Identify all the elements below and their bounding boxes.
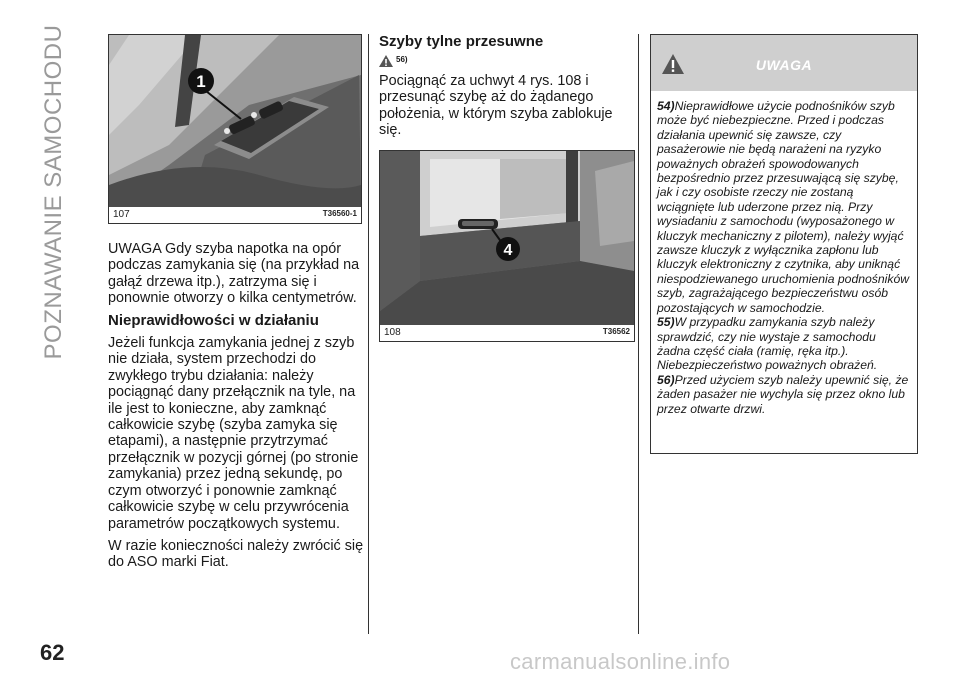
column-divider: [638, 34, 639, 634]
rear-windows-heading: Szyby tylne przesuwne: [379, 33, 544, 50]
warning-item: 55)W przypadku zamykania szyb należy sprawdzić, czy nie wystaje z samochodu żadna część ciała (ramię, ręka itp.). Niebezpieczeństwo poważnych obrażeń.: [657, 315, 878, 373]
intro-note: UWAGA Gdy szyba napotka na opór podczas zamykania się (na przykład na gałąź drzewa itp.), zatrzyma się i ponownie otworzy o kilka centymetrów.: [108, 241, 360, 307]
warning-box: [650, 34, 918, 454]
figure-code: T36562: [602, 327, 630, 336]
warning-header: [651, 35, 917, 91]
warning-item: 56)Przed użyciem szyb należy upewnić się, że żaden pasażer nie wychyla się przez okno lub przez otwarte drzwi.: [657, 372, 909, 416]
column-divider: [368, 34, 369, 634]
warning-title: UWAGA: [755, 57, 813, 73]
figure-number: 107: [113, 209, 130, 220]
malfunction-paragraph: Jeżeli funkcja zamykania jednej z szyb nie działa, system przechodzi do zwykłego trybu działania: należy pociągnąć dany przełącznik na tyle, na ile jest to konieczne, aby zamknąć całkowicie szybę (szyba zamyka się etapami), a następnie przytrzymać przełącznik w pozycji górnej (po stronie zamykania) przez jedną sekundę, po czym otworzyć i ponownie zamknąć całkowicie szybę w celu przywrócenia parametrów początkowych systemu.: [108, 335, 359, 532]
warning-item: 54)Nieprawidłowe użycie podnośników szyb może być niebezpieczne. Przed i podczas działania upewnić się zawsze, czy pasażerowie nie będą narażeni na ryzyko poważnych obrażeń spowodowanych bezpośrednio przez przesuwającą się szybę, jak i czy osobiste rzeczy nie zostaną wciągnięte lub uderzone przez nią. Przy wysiadaniu z samochodu (wyposażonego w kluczyk mechaniczny z pilotem), należy wyjąć zawsze kluczyk z wyłącznika zapłonu lub kluczyk elektroniczny z czytnika, aby uniknąć niespodziewanego uruchomienia podnośników szyb, zagrażającego bezpieczeństwu osób pozostających w samochodzie.: [657, 99, 910, 315]
malfunction-heading: Nieprawidłowości w działaniu: [108, 311, 319, 329]
watermark-text: carmanualsonline.info: [510, 649, 731, 674]
figure-code: T36560-1: [322, 209, 357, 218]
window-switch-photo: [109, 35, 361, 207]
callout-1: 1: [196, 72, 206, 91]
page-number: 62: [40, 640, 65, 665]
callout-4: 4: [503, 242, 513, 259]
sliding-window-photo: [380, 151, 634, 325]
figure-number: 108: [384, 327, 401, 338]
left-column-text: [108, 241, 364, 577]
section-title-vertical: [40, 24, 68, 360]
middle-column-text: [379, 34, 633, 144]
figure-108: [379, 150, 635, 342]
warning-body: [651, 91, 917, 416]
dealer-paragraph: W razie konieczności należy zwrócić się do ASO marki Fiat.: [108, 537, 364, 571]
section-title-text: POZNAWANIE SAMOCHODU: [40, 24, 67, 360]
figure-107: [108, 34, 362, 224]
rear-windows-paragraph: Pociągnąć za uchwyt 4 rys. 108 i przesunąć szybę aż do żądanego położenia, w którym szyba zablokuje się.: [379, 72, 613, 139]
warning-reference: 56): [396, 55, 408, 65]
warning-triangle-icon: [379, 55, 393, 67]
